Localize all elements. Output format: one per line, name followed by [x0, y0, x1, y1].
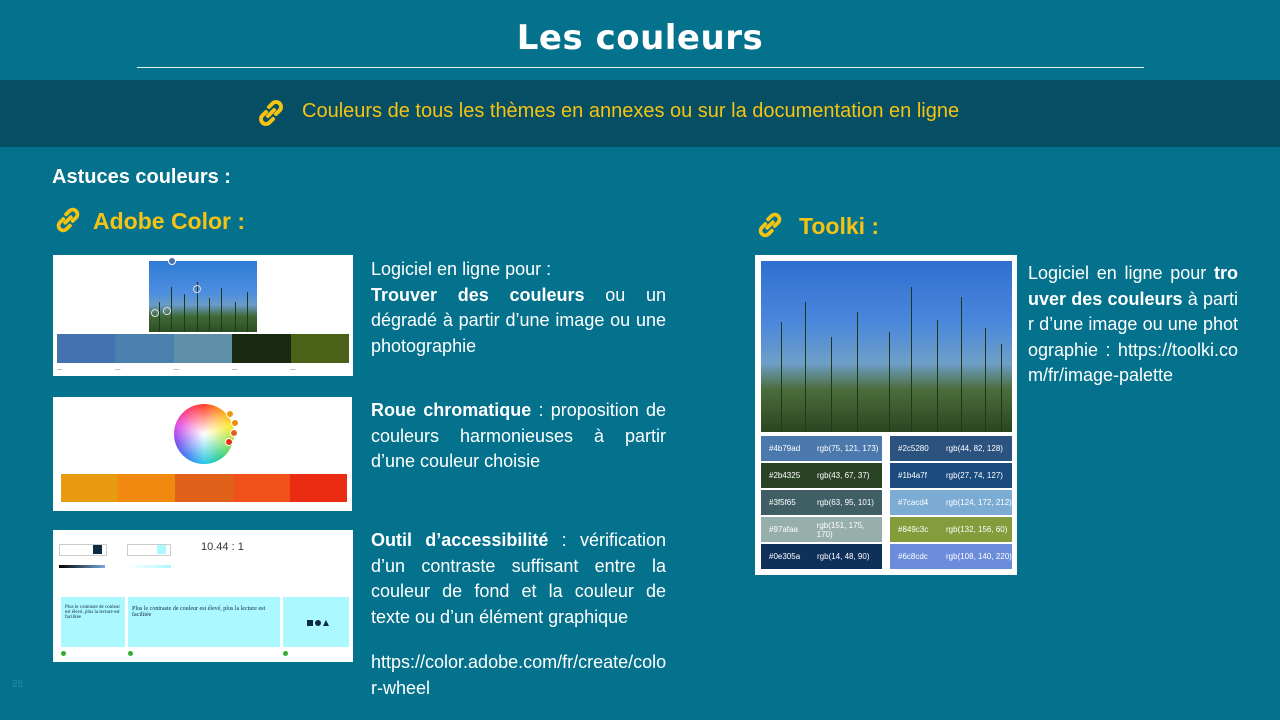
color-hex: #6c8cdc	[898, 552, 928, 561]
color-hex: #3f5f65	[769, 498, 796, 507]
description-bold: Outil d’accessibilité	[371, 530, 549, 550]
contrast-ratio: 10.44 : 1	[201, 541, 244, 553]
adobe-url[interactable]: https://color.adobe.com/fr/create/color-wheel	[371, 652, 667, 698]
grass-photo	[149, 261, 257, 332]
wheel-knob[interactable]	[231, 419, 239, 427]
palette-row[interactable]	[890, 544, 1012, 569]
background-color-slider[interactable]	[127, 565, 171, 568]
palette-row[interactable]	[761, 544, 882, 569]
adobe-color-title[interactable]: Adobe Color :	[93, 208, 246, 234]
palette-row[interactable]	[890, 463, 1012, 488]
grass-photo	[761, 261, 1012, 432]
toolki-screenshot	[755, 255, 1017, 575]
description-bold: trouver des couleurs	[1028, 263, 1238, 309]
palette-swatches	[57, 334, 349, 363]
color-rgb: rgb(63, 95, 101)	[817, 498, 874, 507]
swatch[interactable]	[57, 334, 115, 363]
color-rgb: rgb(14, 48, 90)	[817, 552, 870, 561]
color-rgb: rgb(151, 175, 170)	[816, 520, 865, 539]
pass-check-icon	[283, 651, 288, 656]
picker-knob[interactable]	[151, 309, 159, 317]
swatch-labels: — — — — —	[57, 367, 296, 373]
page-number: 28	[12, 679, 24, 690]
description-text: ou un dégradé à partir d’une image ou une photographie	[371, 284, 666, 356]
color-wheel[interactable]	[174, 404, 234, 464]
palette-row[interactable]	[761, 490, 882, 515]
swatch[interactable]	[61, 474, 118, 502]
adobe-accessibility-screenshot	[53, 530, 353, 662]
toolki-title[interactable]: Toolki :	[799, 213, 880, 239]
swatch[interactable]	[233, 474, 290, 502]
color-rgb: rgb(108, 140, 220)	[946, 552, 1012, 561]
sample-graphic	[283, 597, 349, 647]
adobe-wheel-screenshot	[53, 397, 352, 511]
palette-row[interactable]	[761, 436, 882, 461]
description-text: : proposition de couleurs harmonieuses à partir d’une couleur choisie	[371, 400, 666, 471]
wheel-knob[interactable]	[226, 410, 234, 418]
text-color-swatch	[93, 545, 102, 554]
swatch[interactable]	[174, 334, 232, 363]
color-rgb: rgb(75, 121, 173)	[817, 444, 879, 453]
description-text: : vérification d’un contraste suffisant entre la couleur de fond et la couleur de texte ou d’un élément graphique	[371, 530, 666, 627]
palette-row[interactable]	[890, 436, 1012, 461]
sample-large-text: Plus le contraste de couleur est élevé, plus la lecture est facilitée	[128, 597, 280, 647]
adobe-accessibility-description	[371, 528, 666, 630]
palette-row[interactable]	[890, 490, 1012, 515]
palette-row[interactable]	[761, 463, 882, 488]
description-text: à partir d’une image ou une photographie : https://toolki.com/fr/image-palette	[1028, 288, 1238, 385]
toolki-description	[1028, 261, 1238, 389]
palette-row[interactable]	[890, 517, 1012, 542]
picker-knob[interactable]	[193, 285, 201, 293]
link-icon[interactable]	[254, 96, 288, 130]
description-bold: Roue chromatique	[371, 400, 532, 420]
color-hex: #1b4a7f	[898, 471, 927, 480]
color-rgb: rgb(132, 156, 60)	[946, 525, 1008, 534]
swatch[interactable]	[118, 474, 175, 502]
sample-small-text: Plus le contraste de couleur est élevé, plus la lecture est facilitée	[61, 597, 125, 647]
color-rgb: rgb(27, 74, 127)	[946, 471, 1003, 480]
color-rgb: rgb(124, 172, 212)	[946, 498, 1012, 507]
wheel-knob[interactable]	[230, 429, 238, 437]
swatch[interactable]	[290, 474, 347, 502]
swatch[interactable]	[291, 334, 349, 363]
picker-knob[interactable]	[163, 307, 171, 315]
swatch[interactable]	[175, 474, 232, 502]
adobe-palette-screenshot	[53, 255, 353, 376]
square-icon	[307, 620, 313, 626]
color-hex: #7cacd4	[898, 498, 929, 507]
description-intro: Logiciel en ligne pour :	[371, 259, 552, 279]
color-hex: #97afaa	[769, 525, 798, 534]
tips-heading: Astuces couleurs :	[52, 166, 231, 188]
palette-row[interactable]	[761, 517, 882, 542]
color-hex: #4b79ad	[769, 444, 801, 453]
color-hex: #0e305a	[769, 552, 801, 561]
swatch[interactable]	[232, 334, 290, 363]
background-color-swatch	[157, 545, 166, 554]
circle-icon	[315, 620, 321, 626]
pass-check-icon	[128, 651, 133, 656]
link-icon[interactable]	[52, 204, 84, 236]
adobe-wheel-description	[371, 398, 666, 475]
adobe-palette-description	[371, 257, 666, 359]
wheel-swatches	[61, 474, 347, 502]
swatch[interactable]	[115, 334, 173, 363]
link-icon[interactable]	[754, 209, 786, 241]
text-color-slider[interactable]	[59, 565, 105, 568]
picker-knob[interactable]	[168, 257, 176, 265]
color-hex: #2b4325	[769, 471, 801, 480]
triangle-icon	[323, 620, 329, 626]
wheel-knob[interactable]	[225, 438, 233, 446]
color-rgb: rgb(43, 67, 37)	[817, 471, 870, 480]
description-intro: Logiciel en ligne pour	[1028, 263, 1214, 283]
color-hex: #2c5280	[898, 444, 929, 453]
banner-text: Couleurs de tous les thèmes en annexes ou sur la documentation en ligne	[302, 100, 960, 122]
pass-check-icon	[61, 651, 66, 656]
slide-title: Les couleurs	[516, 18, 764, 58]
title-divider	[137, 67, 1144, 68]
color-hex: #849c3c	[898, 525, 929, 534]
color-rgb: rgb(44, 82, 128)	[946, 444, 1003, 453]
description-bold: Trouver des couleurs	[371, 284, 585, 305]
